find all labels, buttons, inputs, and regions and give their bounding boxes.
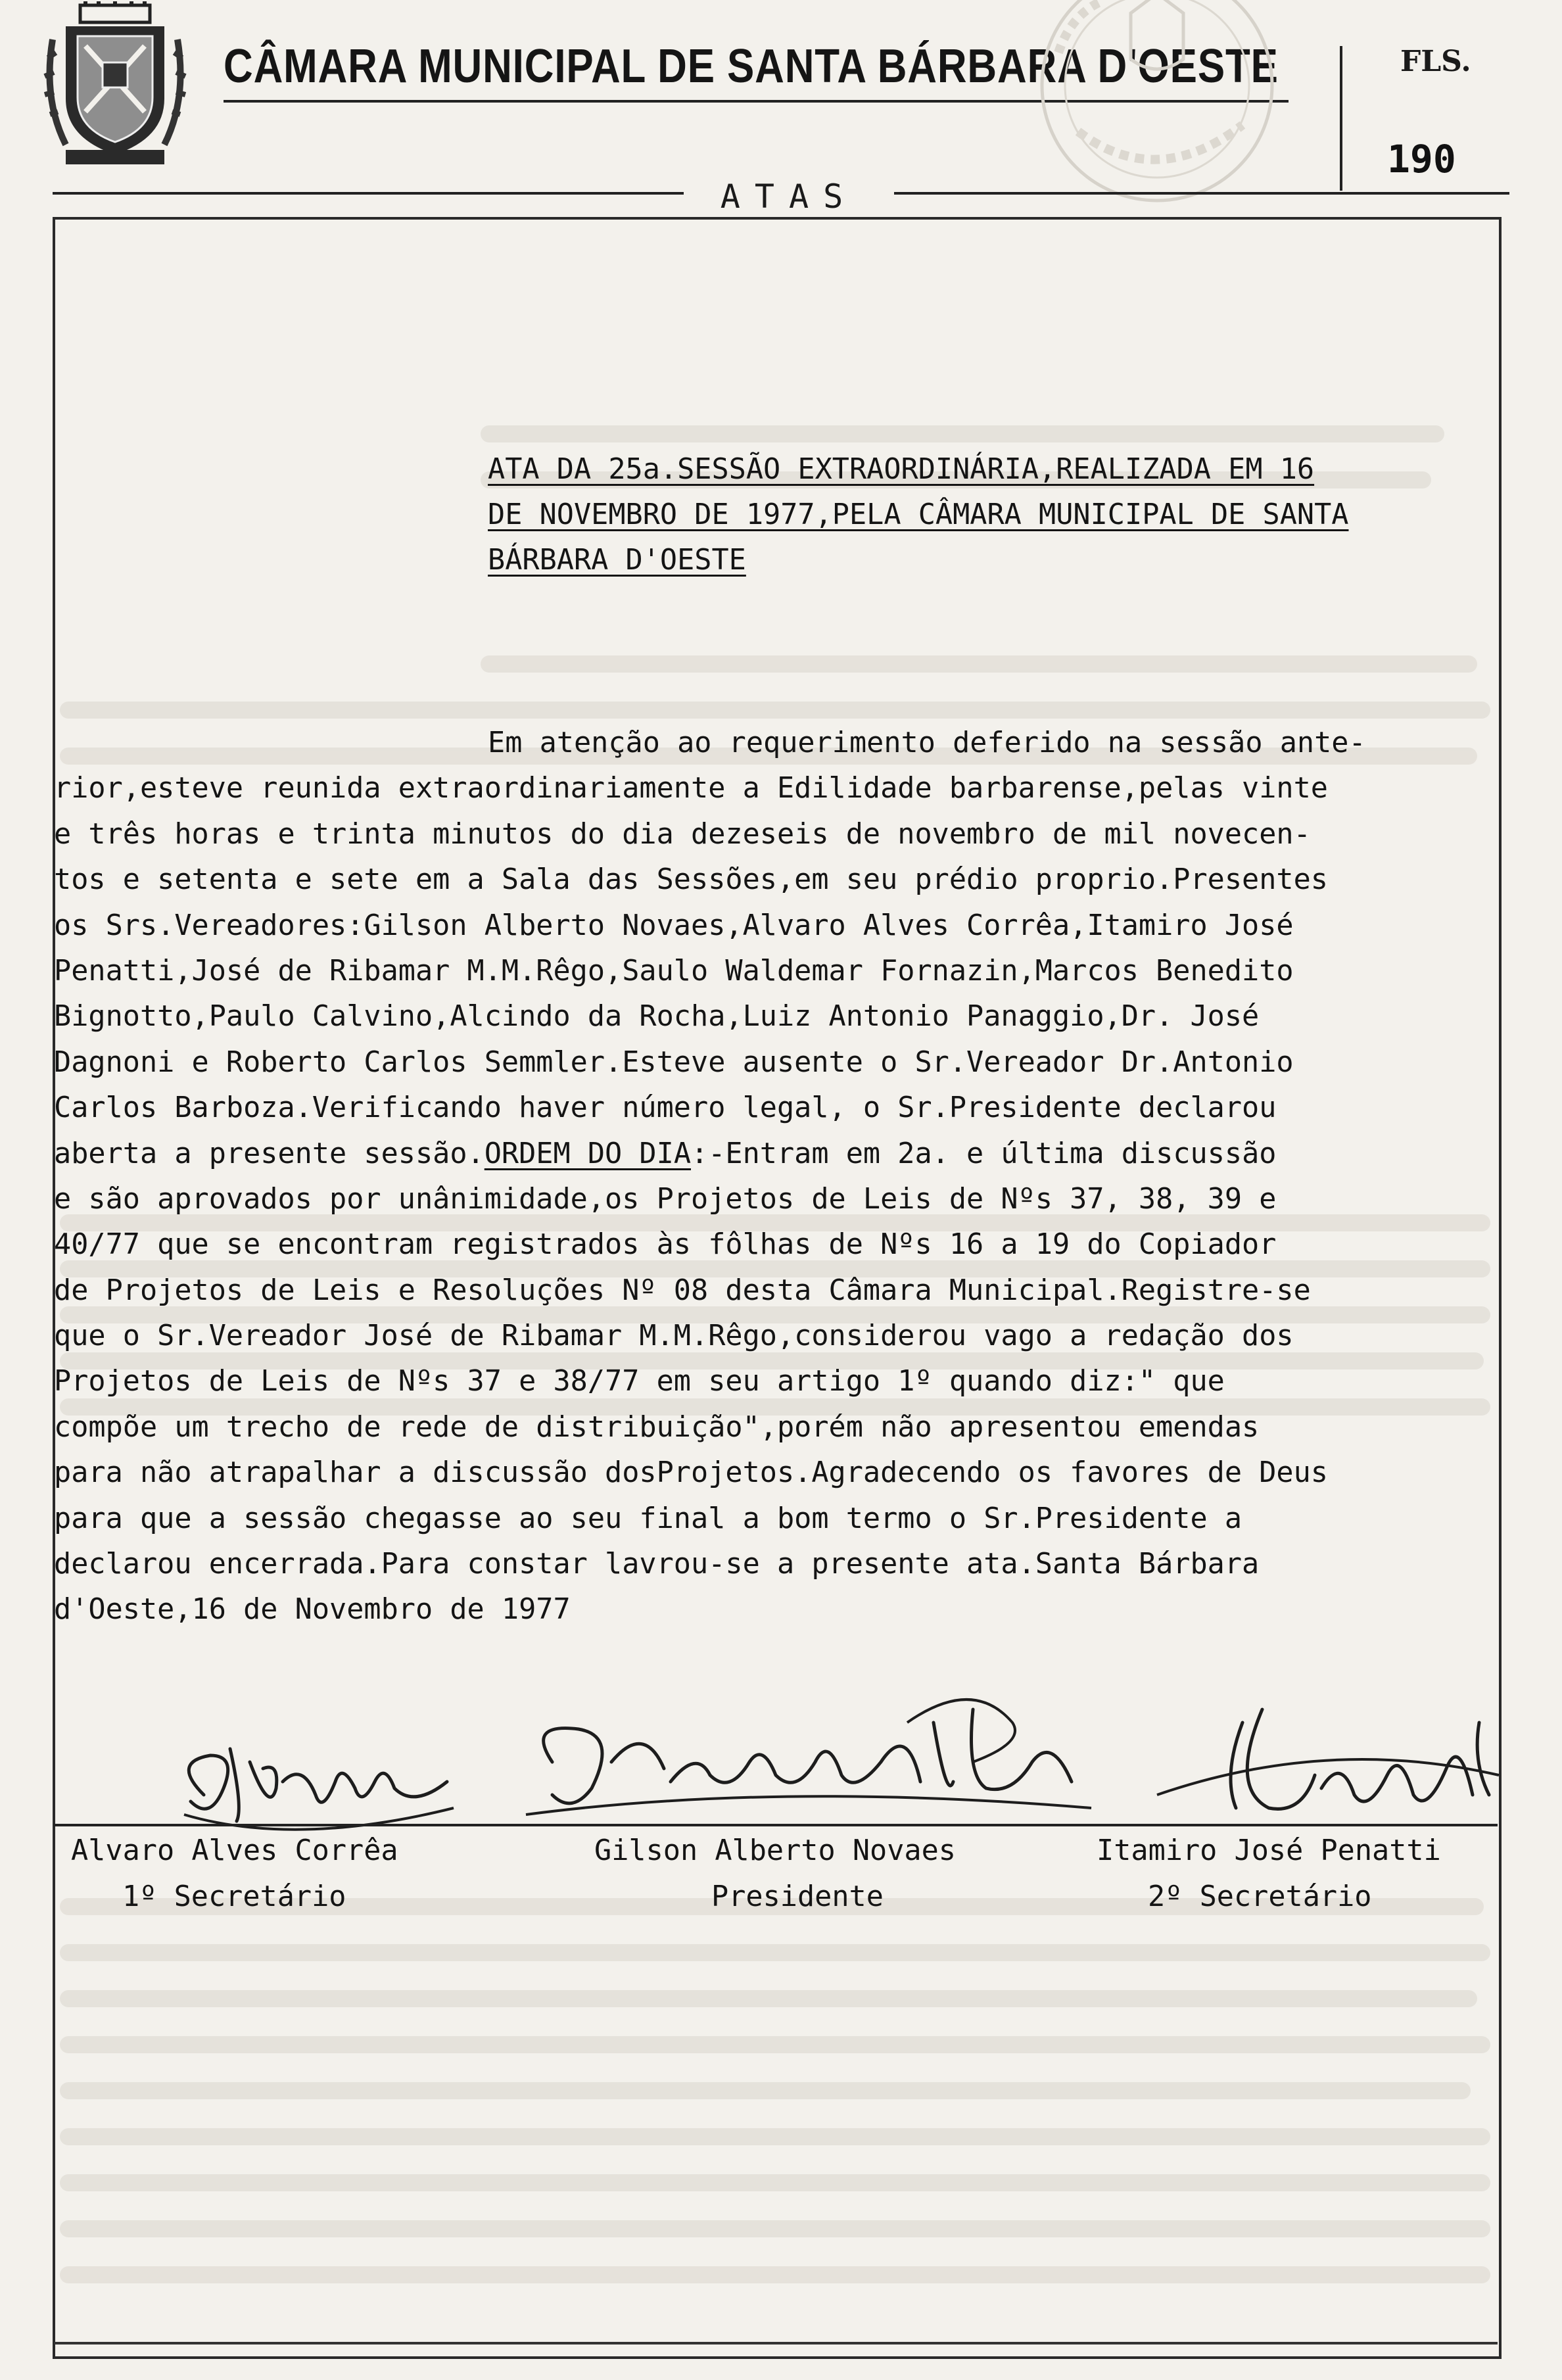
header-divider — [1340, 46, 1342, 191]
body-line: para não atrapalhar a discussão dosProjetos.Agradecendo os favores de Deus — [54, 1456, 1329, 1490]
body-line: e três horas e trinta minutos do dia dezeseis de novembro de mil novecen- — [54, 817, 1311, 851]
sheet-label: FLS. — [1400, 45, 1471, 78]
body-line: de Projetos de Leis e Resoluções Nº 08 desta Câmara Municipal.Registre-se — [54, 1273, 1311, 1307]
body-line: rior,esteve reunida extraordinariamente a Edilidade barbarense,pelas vinte — [54, 772, 1329, 805]
body-line: Carlos Barboza.Verificando haver número legal, o Sr.Presidente declarou — [54, 1091, 1277, 1125]
signatory-role: 2º Secretário — [1148, 1880, 1372, 1913]
header-rule-right — [894, 192, 1509, 195]
body-line: compõe um trecho de rede de distribuição",porém não apresentou emendas — [54, 1410, 1260, 1444]
order-of-day-label: ORDEM DO DIA — [484, 1137, 692, 1170]
body-line: tos e setenta e sete em a Sala das Sessões,em seu prédio proprio.Presentes — [54, 863, 1329, 897]
minutes-heading — [488, 447, 1500, 583]
signature-2-icon — [513, 1683, 1104, 1841]
signatory-name: Alvaro Alves Corrêa — [71, 1834, 398, 1867]
body-line: Projetos de Leis de Nºs 37 e 38/77 em seu artigo 1º quando diz:" que — [54, 1365, 1225, 1398]
signature-3-icon — [1131, 1696, 1512, 1828]
seal-stamp-icon — [1026, 0, 1308, 217]
body-line: d'Oeste,16 de Novembro de 1977 — [54, 1593, 571, 1627]
body-line: para que a sessão chegasse ao seu final a bom termo o Sr.Presidente a — [54, 1502, 1242, 1535]
body-line: Bignotto,Paulo Calvino,Alcindo da Rocha,Luiz Antonio Panaggio,Dr. José — [54, 1000, 1260, 1034]
heading-line: DE NOVEMBRO DE 1977,PELA CÂMARA MUNICIPAL DE SANTA — [488, 498, 1349, 531]
minutes-body — [54, 721, 1513, 1633]
body-line-order-of-day — [54, 1131, 1513, 1177]
bottom-rule — [54, 2342, 1498, 2344]
coat-of-arms-icon — [39, 0, 191, 171]
order-of-day-rest: :-Entram em 2a. e última discussão — [691, 1137, 1277, 1170]
section-label: ATAS — [720, 178, 858, 216]
body-line: os Srs.Vereadores:Gilson Alberto Novaes,Alvaro Alves Corrêa,Itamiro José — [54, 909, 1294, 942]
body-line: Dagnoni e Roberto Carlos Semmler.Esteve ausente o Sr.Vereador Dr.Antonio — [54, 1045, 1294, 1079]
sheet-number: 190 — [1387, 137, 1456, 181]
body-line-start: aberta a presente sessão. — [54, 1137, 485, 1170]
signature-line — [54, 1824, 1498, 1826]
signatory-role: 1º Secretário — [122, 1880, 346, 1913]
body-line: que o Sr.Vereador José de Ribamar M.M.Rêgo,considerou vago a redação dos — [54, 1320, 1294, 1353]
heading-line: BÁRBARA D'OESTE — [488, 544, 746, 577]
heading-line: ATA DA 25a.SESSÃO EXTRAORDINÁRIA,REALIZADA EM 16 — [488, 453, 1315, 486]
header-rule-left — [53, 192, 684, 195]
body-line: declarou encerrada.Para constar lavrou-se a presente ata.Santa Bárbara — [54, 1548, 1260, 1581]
body-line: 40/77 que se encontram registrados às fôlhas de Nºs 16 a 19 do Copiador — [54, 1228, 1277, 1262]
signatory-role: Presidente — [711, 1880, 884, 1913]
chamber-title: CÂMARA MUNICIPAL DE SANTA BÁRBARA D'OESTE — [224, 40, 1279, 93]
body-line: Penatti,José de Ribamar M.M.Rêgo,Saulo Waldemar Fornazin,Marcos Benedito — [54, 954, 1294, 988]
body-line: e são aprovados por unânimidade,os Projetos de Leis de Nºs 37, 38, 39 e — [54, 1182, 1277, 1216]
body-line: Em atenção ao requerimento deferido na sessão ante- — [488, 726, 1366, 759]
signatory-name: Gilson Alberto Novaes — [594, 1834, 956, 1867]
signatory-name: Itamiro José Penatti — [1097, 1834, 1441, 1867]
